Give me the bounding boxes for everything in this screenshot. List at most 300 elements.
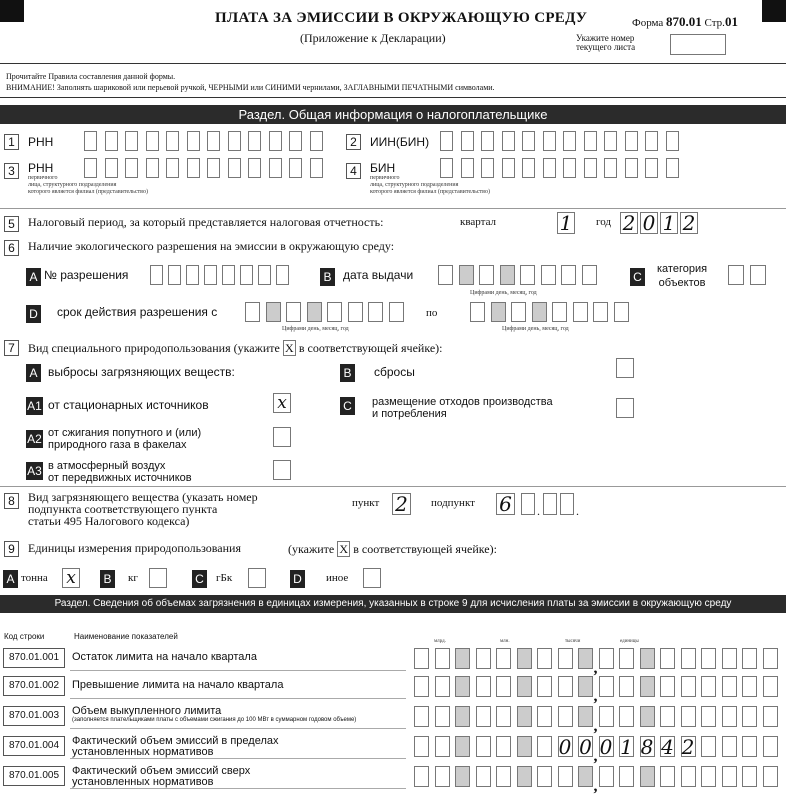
amount-digit-cell[interactable] bbox=[763, 736, 778, 757]
validity-to-cell[interactable] bbox=[491, 302, 506, 322]
bin-head-cell[interactable] bbox=[584, 158, 597, 178]
rnn-head-cell[interactable] bbox=[187, 158, 200, 178]
bin-head-cell[interactable] bbox=[522, 158, 535, 178]
object-category-label: категория объектов bbox=[657, 263, 708, 289]
issue-date-cell[interactable] bbox=[479, 265, 494, 285]
quarter-label: квартал bbox=[460, 216, 497, 228]
rnn-cell[interactable] bbox=[269, 131, 282, 151]
column-code-header: Код строки bbox=[4, 632, 45, 641]
amount-digit-cell[interactable] bbox=[681, 706, 696, 727]
subpoint-extra-3[interactable] bbox=[560, 493, 574, 515]
iin-bin-cell[interactable] bbox=[440, 131, 453, 151]
bin-head-cell[interactable] bbox=[625, 158, 638, 178]
rnn-label: РНН bbox=[28, 135, 54, 149]
rnn-head-cell[interactable] bbox=[248, 158, 261, 178]
amount-digit-cell[interactable] bbox=[619, 766, 634, 787]
amount-digit-cell[interactable] bbox=[681, 648, 696, 669]
amount-digit-cell[interactable] bbox=[435, 648, 450, 669]
letter-a-emissions: A bbox=[26, 364, 41, 382]
rnn-head-cell[interactable] bbox=[289, 158, 302, 178]
waste-label: размещение отходов производства и потребления bbox=[372, 396, 553, 420]
bin-head-cell[interactable] bbox=[461, 158, 474, 178]
validity-from-cell[interactable] bbox=[245, 302, 260, 322]
row-underline bbox=[70, 758, 406, 759]
iin-bin-cell[interactable] bbox=[543, 131, 556, 151]
amount-digit-cell[interactable] bbox=[701, 766, 716, 787]
validity-from-cell[interactable] bbox=[389, 302, 404, 322]
amount-digit-cell[interactable]: 8 bbox=[640, 735, 654, 759]
row-underline bbox=[70, 698, 406, 699]
amount-digit-cell[interactable] bbox=[763, 648, 778, 669]
validity-to-hint: Цифрами день, месяц, год bbox=[502, 326, 569, 332]
validity-to-cells[interactable] bbox=[470, 302, 635, 324]
year-input[interactable] bbox=[620, 212, 702, 234]
amount-digit-cell[interactable] bbox=[640, 648, 655, 669]
row-code: 870.01.004 bbox=[3, 736, 65, 756]
amount-digit-cell[interactable] bbox=[660, 766, 675, 787]
divider bbox=[0, 208, 786, 209]
amount-digit-cell[interactable] bbox=[599, 648, 614, 669]
mobile-checkbox[interactable] bbox=[273, 460, 291, 480]
amount-digit-cell[interactable] bbox=[414, 648, 429, 669]
amount-digit-cell[interactable] bbox=[763, 766, 778, 787]
decimal-separator: , bbox=[593, 748, 598, 765]
row-underline bbox=[70, 728, 406, 729]
bin-head-label: БИН bbox=[370, 161, 396, 175]
point-input[interactable]: 2 bbox=[392, 493, 411, 515]
amount-digit-cell[interactable] bbox=[742, 706, 757, 727]
bin-head-cell[interactable] bbox=[604, 158, 617, 178]
letter-b-discharges: B bbox=[340, 364, 355, 382]
rnn-cell[interactable] bbox=[187, 131, 200, 151]
year-digit-cell[interactable]: 2 bbox=[620, 212, 638, 234]
iin-bin-cell[interactable] bbox=[666, 131, 679, 151]
unit-letter-b: B bbox=[100, 570, 115, 588]
rnn-head-cell[interactable] bbox=[269, 158, 282, 178]
amount-digit-cell[interactable] bbox=[742, 736, 757, 757]
amount-digit-cell[interactable] bbox=[517, 648, 532, 669]
amount-digit-cell[interactable] bbox=[558, 648, 573, 669]
amount-digit-cell[interactable] bbox=[455, 736, 470, 757]
unit-other-checkbox[interactable] bbox=[363, 568, 381, 588]
amount-digit-cell[interactable] bbox=[742, 648, 757, 669]
emissions-label: выбросы загрязняющих веществ: bbox=[48, 365, 235, 379]
divider bbox=[0, 63, 786, 64]
unit-header-billions: млрд. bbox=[434, 639, 446, 644]
bin-head-cells[interactable] bbox=[440, 158, 690, 180]
unit-gbq-label: гБк bbox=[216, 572, 233, 584]
divider bbox=[0, 486, 786, 487]
amount-digit-cell[interactable] bbox=[517, 676, 532, 697]
amount-digit-cell[interactable] bbox=[722, 706, 737, 727]
bin-head-cell[interactable] bbox=[563, 158, 576, 178]
amount-digit-cell[interactable] bbox=[763, 676, 778, 697]
amount-digit-cell[interactable] bbox=[578, 766, 593, 787]
amount-digit-cell[interactable] bbox=[578, 648, 593, 669]
usage-type-mark-example: X bbox=[283, 340, 296, 356]
waste-checkbox[interactable] bbox=[616, 398, 634, 418]
rnn-cell[interactable] bbox=[228, 131, 241, 151]
rnn-head-cell[interactable] bbox=[166, 158, 179, 178]
unit-letter-c: C bbox=[192, 570, 207, 588]
unit-header-thousands: тысячи bbox=[565, 639, 581, 644]
sheet-number-input[interactable] bbox=[670, 34, 726, 55]
amount-digit-cell[interactable] bbox=[701, 676, 716, 697]
rnn-cell[interactable] bbox=[105, 131, 118, 151]
unit-kg-checkbox[interactable] bbox=[149, 568, 167, 588]
amount-digit-cell[interactable]: 2 bbox=[681, 735, 695, 759]
issue-date-cell[interactable] bbox=[561, 265, 576, 285]
amount-digit-cell[interactable] bbox=[701, 706, 716, 727]
amount-digit-cell[interactable] bbox=[578, 676, 593, 697]
rnn-head-cell[interactable] bbox=[310, 158, 323, 178]
rnn-cell[interactable] bbox=[146, 131, 159, 151]
bin-head-cell[interactable] bbox=[440, 158, 453, 178]
iin-bin-cell[interactable] bbox=[522, 131, 535, 151]
form-title: ПЛАТА ЗА ЭМИССИИ В ОКРУЖАЮЩУЮ СРЕДУ bbox=[215, 10, 588, 26]
rnn-head-cell[interactable] bbox=[125, 158, 138, 178]
letter-a-permit: A bbox=[26, 268, 41, 286]
amount-digit-cell[interactable]: 0 bbox=[579, 735, 592, 759]
quarter-input[interactable]: 1 bbox=[557, 212, 575, 234]
field-number-6: 6 bbox=[4, 240, 19, 256]
validity-to-cell[interactable] bbox=[470, 302, 485, 322]
amount-digit-cell[interactable] bbox=[476, 648, 491, 669]
issue-date-cell[interactable] bbox=[520, 265, 535, 285]
amount-digit-cell[interactable] bbox=[435, 766, 450, 787]
field-number-5: 5 bbox=[4, 216, 19, 232]
letter-a1-stationary: A1 bbox=[27, 399, 42, 413]
units-mark-example: X bbox=[337, 541, 350, 557]
amount-digit-cell[interactable] bbox=[640, 766, 655, 787]
amount-digit-cell[interactable] bbox=[435, 706, 450, 727]
subpoint-extra-2[interactable] bbox=[543, 493, 557, 515]
letter-a2-flaring: A2 bbox=[27, 432, 42, 446]
iin-bin-label: ИИН(БИН) bbox=[370, 135, 430, 149]
object-category-cell[interactable] bbox=[750, 265, 766, 285]
iin-bin-cell[interactable] bbox=[481, 131, 494, 151]
usage-type-label: Вид специального природопользования (укажите X в соответствующей ячейке): bbox=[28, 341, 443, 355]
point-label: пункт bbox=[352, 497, 380, 509]
validity-from-cell[interactable] bbox=[368, 302, 383, 322]
section-volumes-title: Раздел. Сведения об объемах загрязнения в единицах измерения, указанных в строке 9 для исчисления платы за эмиссии в окружающую среду bbox=[0, 595, 786, 613]
row-underline bbox=[70, 788, 406, 789]
amount-digit-cell[interactable] bbox=[681, 766, 696, 787]
bin-head-cell[interactable] bbox=[645, 158, 658, 178]
bin-head-sublabel: первичного лица, структурного подразделения которого является филиал (представительство) bbox=[370, 175, 490, 195]
letter-d-validity: D bbox=[26, 305, 41, 323]
amount-digit-cell[interactable] bbox=[537, 736, 552, 757]
amount-digit-cell[interactable] bbox=[660, 676, 675, 697]
amount-digit-cell[interactable] bbox=[701, 648, 716, 669]
subpoint-dot: . bbox=[537, 504, 540, 518]
letter-b-issue: B bbox=[320, 268, 335, 286]
tax-period-label: Налоговый период, за который представляется налоговая отчетность: bbox=[28, 215, 384, 229]
unit-header-units: единицы bbox=[620, 639, 639, 644]
row-code: 870.01.002 bbox=[3, 676, 65, 696]
rnn-head-cell[interactable] bbox=[146, 158, 159, 178]
validity-to-cell[interactable] bbox=[511, 302, 526, 322]
rnn-cells[interactable] bbox=[84, 131, 334, 153]
validity-from-label: срок действия разрешения с bbox=[57, 305, 218, 319]
amount-digit-cell[interactable] bbox=[619, 706, 634, 727]
validity-from-cell[interactable] bbox=[286, 302, 301, 322]
amount-digit-cell[interactable] bbox=[763, 706, 778, 727]
amount-digit-cell[interactable] bbox=[537, 676, 552, 697]
amount-digit-cell[interactable] bbox=[722, 648, 737, 669]
iin-bin-cell[interactable] bbox=[604, 131, 617, 151]
amount-digit-cell[interactable] bbox=[722, 736, 737, 757]
issue-date-cell[interactable] bbox=[438, 265, 453, 285]
corner-mark-top-left bbox=[0, 0, 24, 22]
row-description: Превышение лимита на начало квартала bbox=[72, 679, 284, 691]
amount-digit-cell[interactable] bbox=[722, 676, 737, 697]
issue-date-cell[interactable] bbox=[541, 265, 556, 285]
validity-to-label: по bbox=[426, 307, 438, 319]
bin-head-cell[interactable] bbox=[543, 158, 556, 178]
bin-head-cell[interactable] bbox=[481, 158, 494, 178]
issue-date-hint: Цифрами день, месяц, год bbox=[470, 290, 537, 296]
permit-number-label: № разрешения bbox=[44, 268, 129, 282]
iin-bin-cell[interactable] bbox=[645, 131, 658, 151]
amount-digit-cell[interactable] bbox=[455, 706, 470, 727]
rnn-head-cell[interactable] bbox=[228, 158, 241, 178]
iin-bin-cell[interactable] bbox=[502, 131, 515, 151]
divider bbox=[0, 97, 786, 98]
amount-digit-cell[interactable] bbox=[537, 706, 552, 727]
rnn-cell[interactable] bbox=[84, 131, 97, 151]
validity-from-cell[interactable] bbox=[327, 302, 342, 322]
issue-date-label: дата выдачи bbox=[343, 268, 414, 282]
section-general-info-title: Раздел. Общая информация о налогоплательщике bbox=[0, 105, 786, 124]
amount-digit-cell[interactable] bbox=[496, 648, 511, 669]
amount-digit-cell[interactable] bbox=[660, 706, 675, 727]
subpoint-extra-1[interactable] bbox=[521, 493, 535, 515]
amount-digit-cell[interactable] bbox=[640, 706, 655, 727]
rnn-cell[interactable] bbox=[289, 131, 302, 151]
amount-digit-cell[interactable]: 1 bbox=[620, 735, 633, 759]
amount-digit-cell[interactable] bbox=[558, 766, 573, 787]
rnn-cell[interactable] bbox=[248, 131, 261, 151]
letter-c-waste: C bbox=[340, 397, 355, 415]
permit-number-cell[interactable] bbox=[186, 265, 199, 285]
amount-digit-cell[interactable] bbox=[640, 676, 655, 697]
decimal-separator: , bbox=[593, 778, 598, 795]
permit-number-cell[interactable] bbox=[150, 265, 163, 285]
row-description: Остаток лимита на начало квартала bbox=[72, 651, 257, 663]
rnn-head-cell[interactable] bbox=[84, 158, 97, 178]
validity-from-cells[interactable] bbox=[245, 302, 410, 324]
amount-digit-cell[interactable] bbox=[517, 766, 532, 787]
discharges-checkbox[interactable] bbox=[616, 358, 634, 378]
unit-kg-label: кг bbox=[128, 572, 138, 584]
amount-digit-cell[interactable] bbox=[455, 648, 470, 669]
validity-from-cell[interactable] bbox=[266, 302, 281, 322]
rnn-head-cell[interactable] bbox=[105, 158, 118, 178]
amount-digit-cell[interactable] bbox=[455, 766, 470, 787]
iin-bin-cells[interactable] bbox=[440, 131, 690, 153]
form-number-block: Форма 870.01 Стр.01 bbox=[632, 14, 738, 29]
amount-digit-cell[interactable] bbox=[599, 676, 614, 697]
unit-tonne-label: тонна bbox=[21, 572, 48, 584]
unit-other-label: иное bbox=[326, 572, 349, 584]
discharges-label: сбросы bbox=[374, 365, 415, 379]
letter-a3-mobile: A3 bbox=[27, 464, 42, 478]
amount-digit-cell[interactable] bbox=[681, 676, 696, 697]
rnn-head-sublabel: первичного лица, структурного подразделения которого является филиал (представительство) bbox=[28, 175, 148, 195]
permit-number-cell[interactable] bbox=[204, 265, 217, 285]
amount-digit-cell[interactable] bbox=[476, 676, 491, 697]
amount-digit-cell[interactable] bbox=[537, 766, 552, 787]
validity-to-cell[interactable] bbox=[532, 302, 547, 322]
unit-tonne-checkbox[interactable]: x bbox=[62, 568, 80, 588]
row-code: 870.01.005 bbox=[3, 766, 65, 786]
field-number-4: 4 bbox=[346, 163, 361, 179]
field-number-2: 2 bbox=[346, 134, 361, 150]
amount-digit-cell[interactable] bbox=[517, 736, 532, 757]
amount-digit-cell[interactable] bbox=[558, 676, 573, 697]
amount-digit-cell[interactable] bbox=[496, 736, 511, 757]
object-category-cell[interactable] bbox=[728, 265, 744, 285]
rnn-head-cell[interactable] bbox=[207, 158, 220, 178]
rnn-cell[interactable] bbox=[310, 131, 323, 151]
units-label: Единицы измерения природопользования bbox=[28, 541, 241, 555]
letter-c-category: C bbox=[630, 268, 645, 286]
permit-number-cell[interactable] bbox=[240, 265, 253, 285]
amount-digit-cell[interactable] bbox=[742, 766, 757, 787]
amount-digit-cell[interactable] bbox=[455, 676, 470, 697]
amount-digit-cell[interactable] bbox=[701, 736, 716, 757]
permit-number-cell[interactable] bbox=[276, 265, 289, 285]
amount-digit-cell[interactable]: 0 bbox=[599, 735, 613, 759]
amount-digit-cell[interactable] bbox=[537, 648, 552, 669]
rnn-cell[interactable] bbox=[207, 131, 220, 151]
iin-bin-cell[interactable] bbox=[461, 131, 474, 151]
flaring-checkbox[interactable] bbox=[273, 427, 291, 447]
amount-digit-cell[interactable] bbox=[496, 676, 511, 697]
row-code: 870.01.003 bbox=[3, 706, 65, 726]
year-digit-cell[interactable]: 1 bbox=[660, 212, 678, 234]
amount-digit-cell[interactable] bbox=[414, 736, 429, 757]
rnn-head-cells[interactable] bbox=[84, 158, 334, 180]
amount-digit-cell[interactable] bbox=[599, 766, 614, 787]
amount-digit-cell[interactable] bbox=[660, 648, 675, 669]
row-description: Объем выкупленного лимита (заполняется плательщиками платы с объемами сжигания до 100 МВт в суммарном годовом объеме) bbox=[72, 705, 357, 723]
decimal-separator: , bbox=[593, 718, 598, 735]
validity-to-cell[interactable] bbox=[573, 302, 588, 322]
permit-number-cell[interactable] bbox=[168, 265, 181, 285]
object-category-cells[interactable] bbox=[728, 265, 770, 287]
field-number-7: 7 bbox=[4, 340, 19, 356]
bin-head-cell[interactable] bbox=[502, 158, 515, 178]
year-digit-cell[interactable]: 0 bbox=[640, 212, 658, 234]
field-number-9: 9 bbox=[4, 541, 19, 557]
rnn-cell[interactable] bbox=[125, 131, 138, 151]
issue-date-cells[interactable] bbox=[438, 265, 603, 287]
amount-digit-cell[interactable]: 0 bbox=[558, 735, 572, 759]
amount-digit-cell[interactable] bbox=[476, 736, 491, 757]
validity-to-cell[interactable] bbox=[552, 302, 567, 322]
issue-date-cell[interactable] bbox=[500, 265, 515, 285]
stationary-label: от стационарных источников bbox=[48, 398, 209, 412]
amount-digit-cell[interactable] bbox=[414, 766, 429, 787]
bin-head-cell[interactable] bbox=[666, 158, 679, 178]
amount-digit-cell[interactable] bbox=[578, 706, 593, 727]
units-hint: (укажите X в соответствующей ячейке): bbox=[288, 542, 497, 556]
year-digit-cell[interactable]: 2 bbox=[680, 212, 698, 234]
rnn-cell[interactable] bbox=[166, 131, 179, 151]
amount-digit-cell[interactable] bbox=[496, 706, 511, 727]
iin-bin-cell[interactable] bbox=[625, 131, 638, 151]
unit-letter-a: A bbox=[3, 570, 18, 588]
amount-digit-cell[interactable] bbox=[476, 706, 491, 727]
sheet-number-hint: Укажите номер текущего листа bbox=[576, 33, 636, 52]
permit-number-cell[interactable] bbox=[222, 265, 235, 285]
subpoint-label: подпункт bbox=[431, 497, 475, 509]
field-number-3: 3 bbox=[4, 163, 19, 179]
iin-bin-cell[interactable] bbox=[584, 131, 597, 151]
decimal-separator: , bbox=[593, 660, 598, 677]
validity-from-cell[interactable] bbox=[307, 302, 322, 322]
amount-digit-cell[interactable] bbox=[517, 706, 532, 727]
issue-date-cell[interactable] bbox=[582, 265, 597, 285]
pollutant-type-label: Вид загрязняющего вещества (указать номер подпункта соответствующего пункта статьи 495 Налогового кодекса) bbox=[28, 490, 258, 528]
iin-bin-cell[interactable] bbox=[563, 131, 576, 151]
permit-number-cells[interactable] bbox=[150, 265, 300, 287]
unit-gbq-checkbox[interactable] bbox=[248, 568, 266, 588]
amount-digit-cell[interactable] bbox=[742, 676, 757, 697]
row-underline bbox=[70, 670, 406, 671]
amount-digit-cell[interactable] bbox=[435, 736, 450, 757]
form-subtitle: (Приложение к Декларации) bbox=[300, 31, 446, 45]
row-code: 870.01.001 bbox=[3, 648, 65, 668]
validity-to-cell[interactable] bbox=[593, 302, 608, 322]
amount-digit-cell[interactable] bbox=[496, 766, 511, 787]
amount-digit-cell[interactable] bbox=[599, 706, 614, 727]
rnn-head-label: РНН bbox=[28, 161, 54, 175]
field-number-8: 8 bbox=[4, 493, 19, 509]
amount-digit-cell[interactable] bbox=[476, 766, 491, 787]
issue-date-cell[interactable] bbox=[459, 265, 474, 285]
subpoint-dot: . bbox=[576, 504, 579, 518]
amount-digit-cell[interactable] bbox=[414, 706, 429, 727]
row-description: Фактический объем эмиссий сверх установленных нормативов bbox=[72, 765, 251, 788]
amount-digit-cell[interactable] bbox=[435, 676, 450, 697]
validity-from-hint: Цифрами день, месяц, год bbox=[282, 326, 349, 332]
decimal-separator: , bbox=[593, 688, 598, 705]
unit-letter-d: D bbox=[290, 570, 305, 588]
corner-mark-top-right bbox=[762, 0, 786, 22]
subpoint-input[interactable]: 6 bbox=[496, 493, 515, 515]
stationary-checkbox[interactable]: x bbox=[273, 393, 291, 413]
amount-digit-cell[interactable] bbox=[558, 706, 573, 727]
year-label: год bbox=[596, 216, 612, 228]
mobile-label: в атмосферный воздух от передвижных источников bbox=[48, 460, 192, 484]
amount-digit-cell[interactable] bbox=[619, 648, 634, 669]
notice-text: Прочитайте Правила составления данной формы. ВНИМАНИЕ! Заполнять шариковой или перьевой ручкой, ЧЕРНЫМИ или СИНИМИ чернилами, ЗАГЛАВНЫМИ ПЕЧАТНЫМИ символами. bbox=[6, 72, 495, 92]
amount-digit-cell[interactable] bbox=[619, 676, 634, 697]
validity-from-cell[interactable] bbox=[348, 302, 363, 322]
column-name-header: Наименование показателей bbox=[74, 632, 178, 641]
amount-digit-cell[interactable] bbox=[414, 676, 429, 697]
eco-permit-label: Наличие экологического разрешения на эмиссии в окружающую среду: bbox=[28, 239, 395, 253]
permit-number-cell[interactable] bbox=[258, 265, 271, 285]
field-number-1: 1 bbox=[4, 134, 19, 150]
validity-to-cell[interactable] bbox=[614, 302, 629, 322]
amount-digit-cell[interactable] bbox=[722, 766, 737, 787]
unit-header-millions: млн. bbox=[500, 639, 510, 644]
amount-digit-cell[interactable]: 4 bbox=[661, 735, 674, 759]
